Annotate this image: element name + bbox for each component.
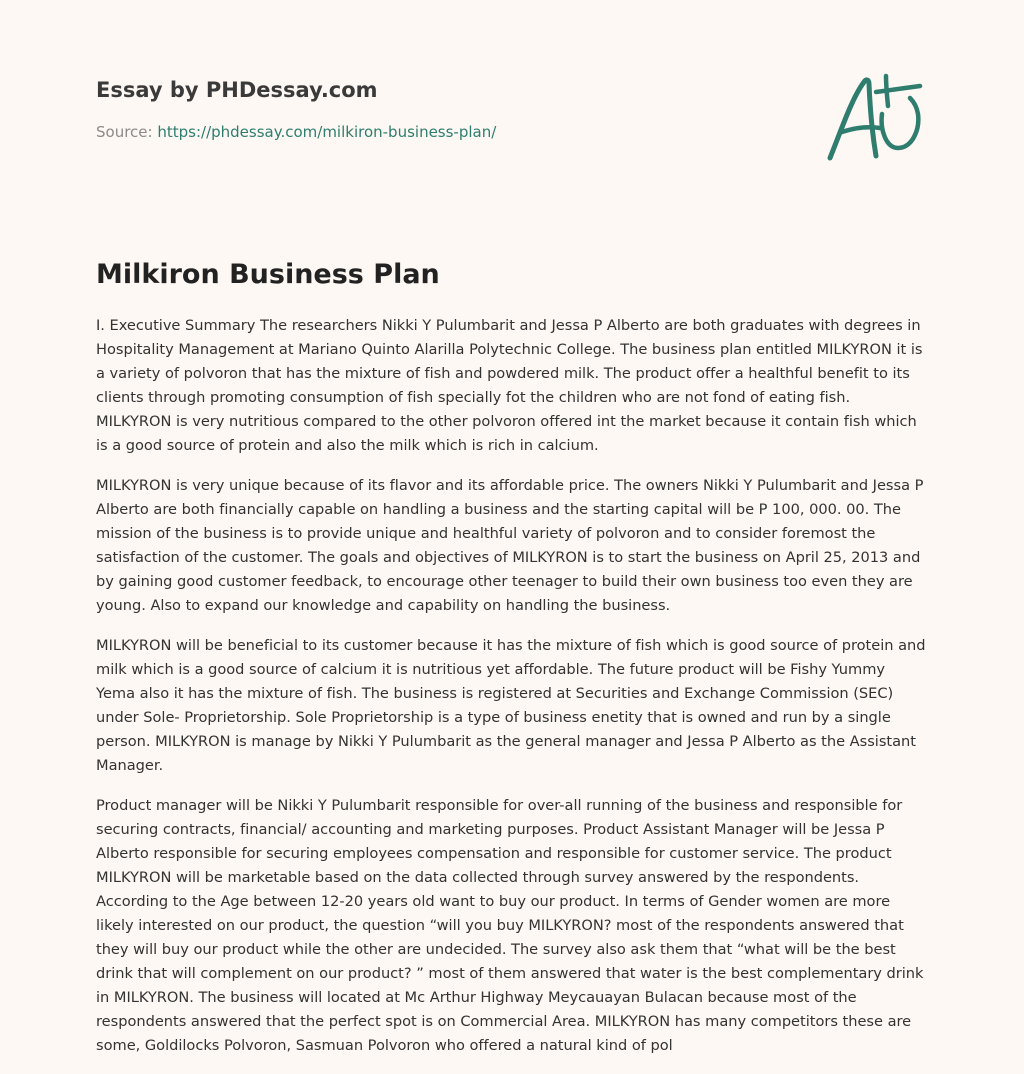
essay-paragraph: MILKYRON is very unique because of its flavor and its affordable price. The owners Nikki Y Pulumbarit and Jessa P Alberto are both financially capable on handling a business and the starting capital will be P 100, 000. 00. The mission of the business is to provide unique and healthful variety of polvoron and to consider foremost the satisfaction of the customer. The goals and objectives of MILKYRON is to start the business on April 25, 2013 and by gaining good customer feedback, to encourage other teenager to build their own business too even they are young. Also to expand our knowledge and capability on handling the business. (96, 477, 924, 614)
essay-title: Milkiron Business Plan (96, 259, 440, 290)
a-plus-logo-icon (820, 68, 930, 168)
essay-paragraph: Product manager will be Nikki Y Pulumbarit responsible for over-all running of the business and responsible for securing contracts, financial/ accounting and marketing purposes. Product Assistant Manager will be Jessa P Alberto responsible for securing employees compensation and responsible for customer service. The product MILKYRON will be marketable based on the data collected through survey answered by the respondents. According to the Age between 12-20 years old want to buy our product. In terms of Gender women are more likely interested on our product, the question “will you buy MILKYRON? most of the respondents answered that they will buy our product while the other are undecided. The survey also ask them that “what will be the best drink that will complement on our product? ” most of them answered that water is the best complementary drink in MILKYRON. The business will located at Mc Arthur Highway Meycauayan Bulacan because most of the respondents answered that the perfect spot is on Commercial Area. MILKYRON has many competitors these are some, Goldilocks Polvoron, Sasmuan Polvoron who offered a natural kind of pol (96, 797, 924, 1054)
source-line (96, 122, 796, 142)
source-label: Source: (96, 123, 153, 141)
site-title: Essay by PHDessay.com (96, 78, 378, 102)
source-link[interactable]: https://phdessay.com/milkiron-business-plan/ (157, 123, 497, 141)
essay-paragraph: MILKYRON will be beneficial to its customer because it has the mixture of fish which is good source of protein and milk which is a good source of calcium it is nutritious yet affordable. The future product will be Fishy Yummy Yema also it has the mixture of fish. The business is registered at Securities and Exchange Commission (SEC) under Sole- Proprietorship. Sole Proprietorship is a type of business enetity that is owned and run by a single person. MILKYRON is manage by Nikki Y Pulumbarit as the general manager and Jessa P Alberto as the Assistant Manager. (96, 637, 926, 774)
page-header (96, 76, 796, 142)
essay-paragraph: I. Executive Summary The researchers Nikki Y Pulumbarit and Jessa P Alberto are both graduates with degrees in Hospitality Management at Mariano Quinto Alarilla Polytechnic College. The business plan entitled MILKYRON it is a variety of polvoron that has the mixture of fish and powdered milk. The product offer a healthful benefit to its clients through promoting consumption of fish specially fot the children who are not fond of eating fish. MILKYRON is very nutritious compared to the other polvoron offered int the market because it contain fish which is a good source of protein and also the milk which is rich in calcium. (96, 317, 923, 454)
essay-body (96, 314, 928, 1074)
